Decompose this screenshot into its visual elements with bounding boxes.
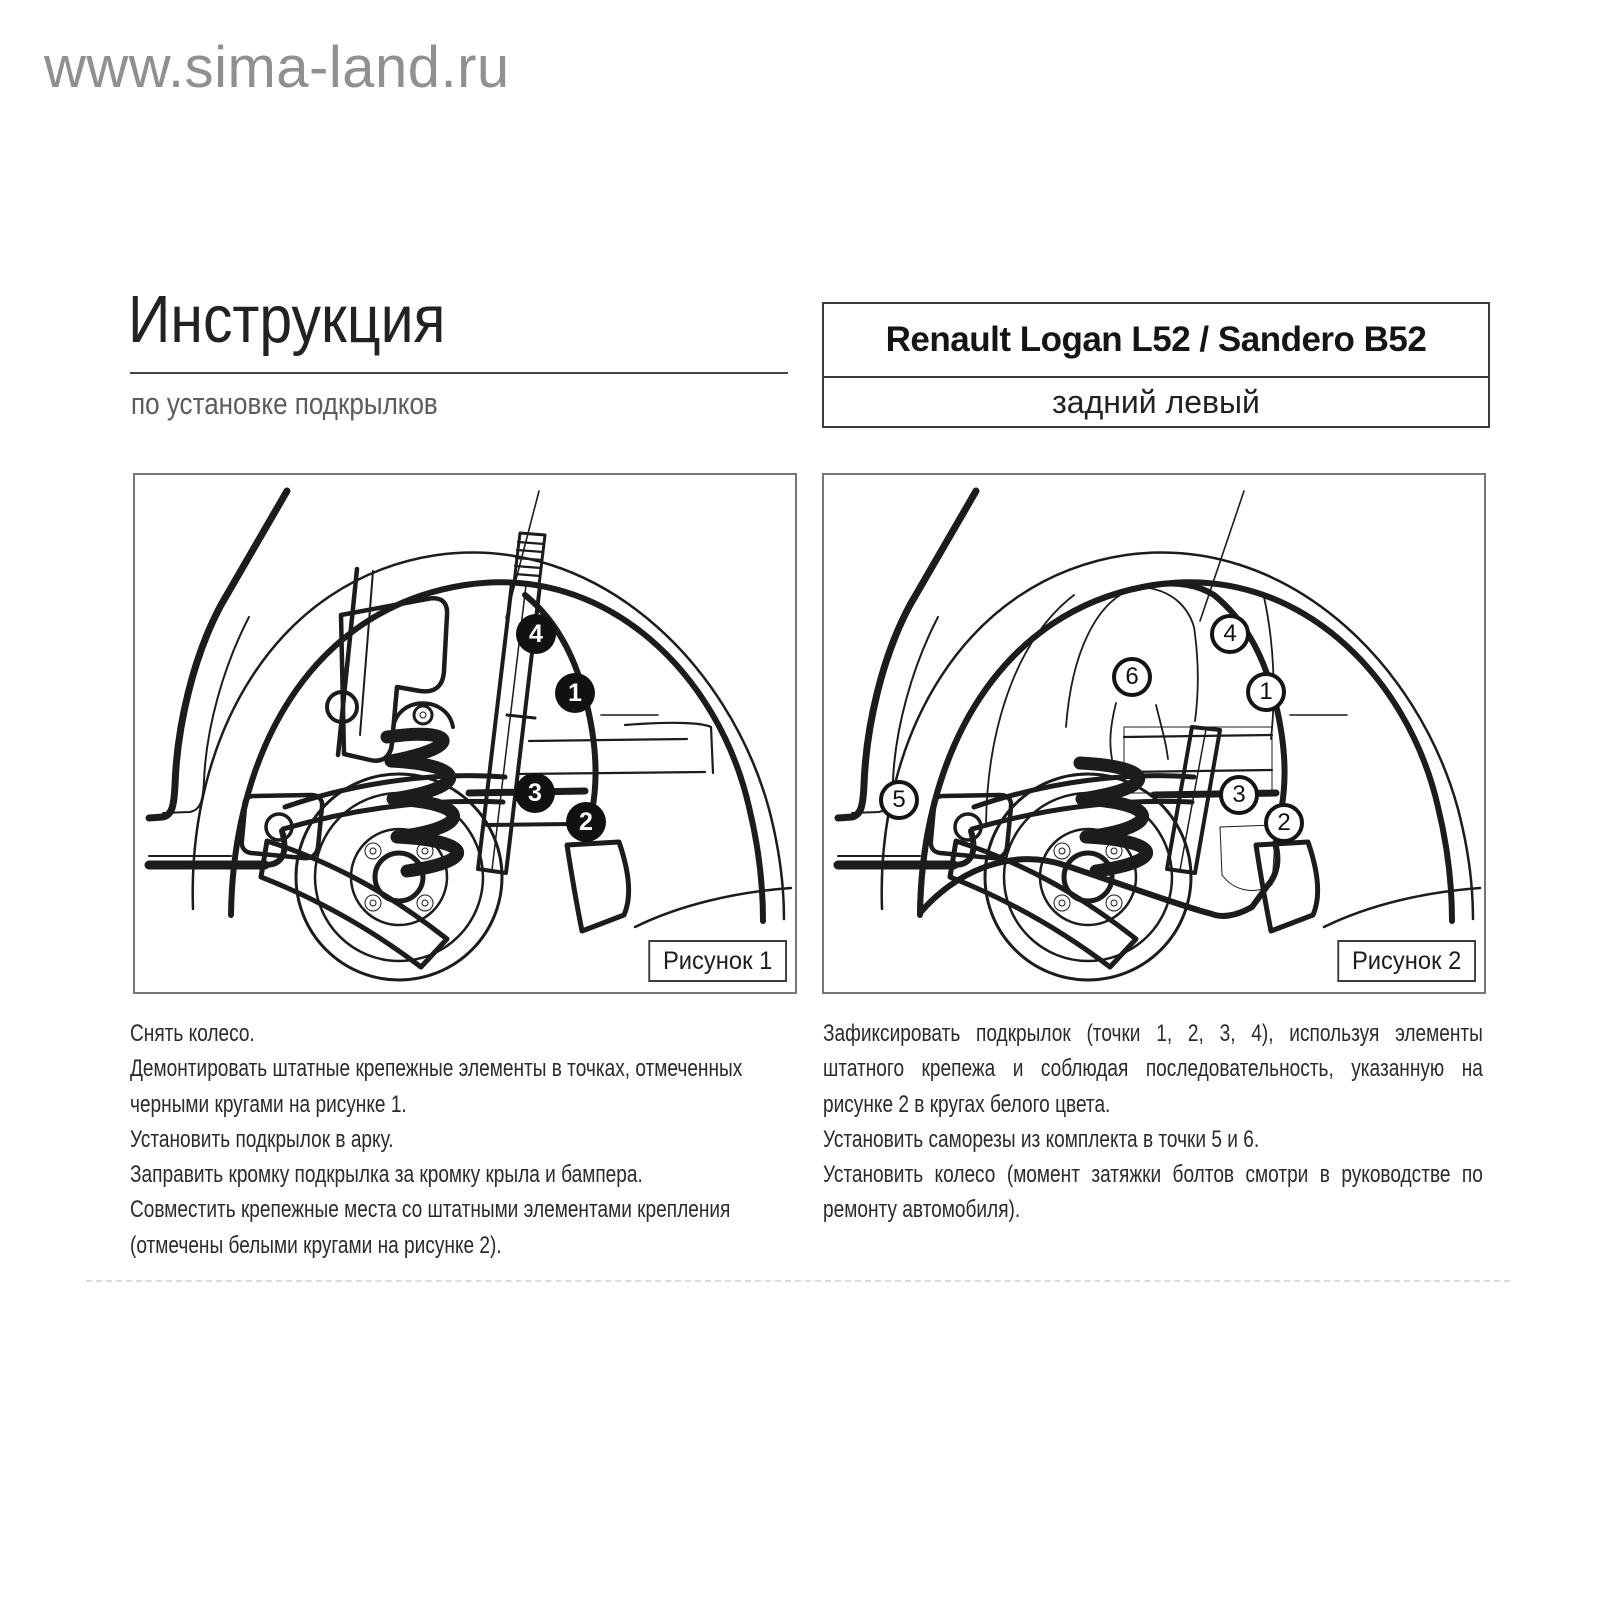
mount-point-marker-1: 1 <box>555 673 595 713</box>
instruction-step: Заправить кромку подкрылка за кромку крыла и бампера. <box>130 1161 643 1189</box>
instruction-step: Зафиксировать подкрылок (точки 1, 2, 3, 4), используя элементы штатного крепежа и соблюдая последовательность, указанную на рисунке 2 в кругах белого цвета. <box>823 1020 1483 1118</box>
mount-point-marker-3: 3 <box>1219 775 1259 815</box>
title-divider <box>130 372 788 374</box>
instruction-step: Установить колесо (момент затяжки болтов смотри в руководстве по ремонту автомобиля). <box>823 1161 1483 1224</box>
figure-1 <box>133 473 797 994</box>
instruction-step: Установить саморезы из комплекта в точки 5 и 6. <box>823 1125 1260 1153</box>
mount-point-marker-6: 6 <box>1112 657 1152 697</box>
mount-point-marker-2: 2 <box>566 802 606 842</box>
model-position: задний левый <box>1052 383 1260 420</box>
figure-2 <box>822 473 1486 994</box>
mount-point-marker-4: 4 <box>516 614 556 654</box>
mount-point-marker-2: 2 <box>1264 803 1304 843</box>
page-title: Инструкция <box>128 282 446 357</box>
instruction-step: Совместить крепежные места со штатными элементами крепления (отмечены белыми кругами на рисунке 2). <box>130 1196 731 1259</box>
mount-point-marker-3: 3 <box>515 773 555 813</box>
wheel-arch-drawing-bare <box>135 475 795 992</box>
page-subtitle: по установке подкрылков <box>131 386 438 421</box>
mount-point-marker-1: 1 <box>1246 672 1286 712</box>
instruction-step: Снять колесо. <box>130 1020 255 1047</box>
instructions-right <box>823 1016 1600 1228</box>
instruction-step: Демонтировать штатные крепежные элементы в точках, отмеченных черными кругами на рисунке 1. <box>130 1055 743 1118</box>
watermark: www.sima-land.ru <box>44 35 510 100</box>
mount-point-marker-5: 5 <box>879 780 919 820</box>
figure-caption: Рисунок 1 <box>648 940 787 982</box>
scan-artifact-line <box>86 1280 1510 1282</box>
wheel-arch-drawing-liner-installed <box>824 475 1484 992</box>
model-name: Renault Logan L52 / Sandero B52 <box>824 304 1488 378</box>
mount-point-marker-4: 4 <box>1210 614 1250 654</box>
instruction-step: Установить подкрылок в арку. <box>130 1125 394 1153</box>
figure-caption: Рисунок 2 <box>1337 940 1476 982</box>
model-header-box <box>822 302 1490 428</box>
